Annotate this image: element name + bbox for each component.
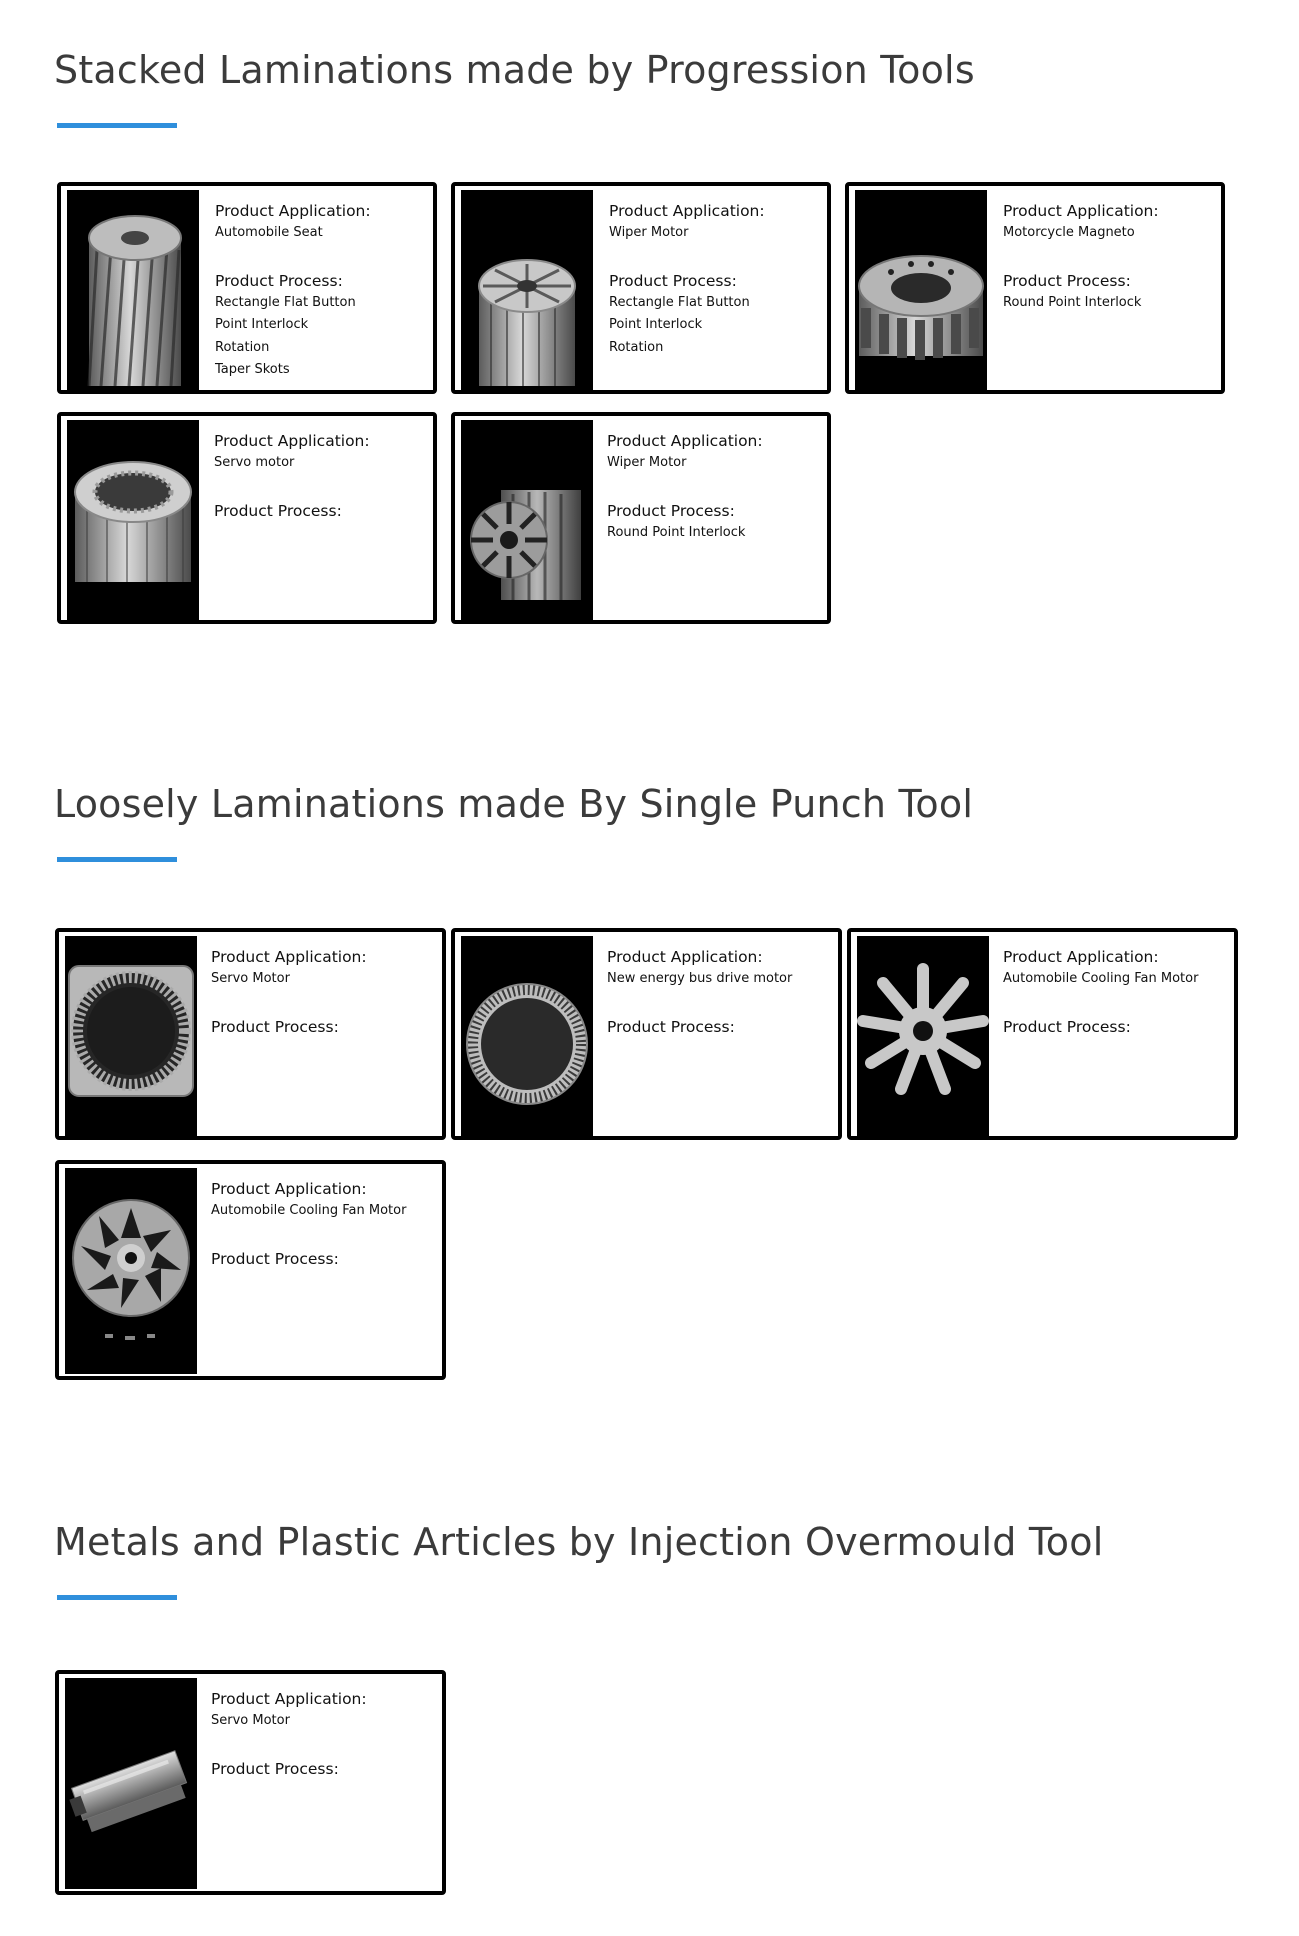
section-title: Metals and Plastic Articles by Injection Overmould Tool [54, 1520, 1104, 1564]
application-label: Product Application: [607, 432, 763, 450]
application-value: Automobile Seat [215, 225, 323, 240]
process-label: Product Process: [211, 1017, 339, 1036]
stacked-rotor-image [67, 190, 199, 392]
application-label: Product Application: [211, 948, 367, 966]
product-card[interactable] [57, 182, 437, 394]
process-value: Round Point Interlock [607, 524, 746, 540]
process-value: Point Interlock [609, 317, 703, 332]
card-info [211, 1178, 434, 1270]
magneto-stator-image [855, 190, 987, 392]
card-info [607, 946, 830, 1038]
card-info [1003, 200, 1213, 314]
process-value: Taper Skots [215, 362, 290, 377]
process-label: Product Process: [607, 501, 735, 520]
section-underline [57, 123, 177, 128]
product-card[interactable] [55, 1670, 446, 1895]
application-value: New energy bus drive motor [607, 971, 793, 986]
product-card[interactable] [55, 1160, 446, 1380]
process-value: Rectangle Flat Button [609, 294, 750, 310]
card-info [211, 1688, 434, 1780]
card-info [215, 200, 425, 382]
product-card[interactable] [451, 182, 831, 394]
application-label: Product Application: [214, 432, 370, 450]
fan-stator-lamination-image [65, 1168, 197, 1374]
card-info [607, 430, 819, 544]
application-value: Motorcycle Magneto [1003, 225, 1135, 240]
process-value: Rotation [609, 339, 664, 355]
process-label: Product Process: [215, 271, 343, 290]
application-label: Product Application: [609, 202, 765, 220]
application-value: Wiper Motor [609, 225, 689, 240]
section-underline [57, 857, 177, 862]
square-stator-lamination-image [65, 936, 197, 1138]
round-lamination-image [461, 936, 593, 1138]
process-label: Product Process: [214, 501, 342, 520]
application-value: Wiper Motor [607, 455, 687, 470]
wiper-rotor-image [461, 190, 593, 392]
application-value: Servo motor [214, 455, 295, 470]
process-label: Product Process: [607, 1017, 735, 1036]
process-label: Product Process: [1003, 1017, 1131, 1036]
process-label: Product Process: [609, 271, 737, 290]
product-card[interactable] [451, 412, 831, 624]
card-info [214, 430, 425, 522]
card-info [1003, 946, 1226, 1038]
application-label: Product Application: [211, 1180, 367, 1198]
application-value: Automobile Cooling Fan Motor [1003, 971, 1199, 986]
process-value: Round Point Interlock [1003, 294, 1142, 310]
section-underline [57, 1595, 177, 1600]
card-info [609, 200, 819, 359]
product-card[interactable] [845, 182, 1225, 394]
application-label: Product Application: [1003, 202, 1159, 220]
application-label: Product Application: [215, 202, 371, 220]
application-label: Product Application: [607, 948, 763, 966]
process-label: Product Process: [1003, 271, 1131, 290]
process-value: Point Interlock [215, 317, 309, 332]
process-value: Rotation [215, 339, 270, 355]
process-label: Product Process: [211, 1759, 339, 1778]
product-card[interactable] [55, 928, 446, 1140]
fan-rotor-lamination-image [857, 936, 989, 1138]
overmould-part-image [65, 1678, 197, 1889]
application-value: Servo Motor [211, 1713, 290, 1728]
servo-stator-image [67, 420, 199, 622]
slotted-rotor-image [461, 420, 593, 622]
section-title: Stacked Laminations made by Progression Tools [54, 48, 975, 92]
application-label: Product Application: [211, 1690, 367, 1708]
product-card[interactable] [451, 928, 842, 1140]
application-label: Product Application: [1003, 948, 1159, 966]
card-info [211, 946, 434, 1038]
process-value: Rectangle Flat Button [215, 294, 356, 310]
product-card[interactable] [57, 412, 437, 624]
product-card[interactable] [847, 928, 1238, 1140]
section-title: Loosely Laminations made By Single Punch Tool [54, 782, 974, 826]
application-value: Automobile Cooling Fan Motor [211, 1203, 407, 1218]
process-label: Product Process: [211, 1249, 339, 1268]
application-value: Servo Motor [211, 971, 290, 986]
